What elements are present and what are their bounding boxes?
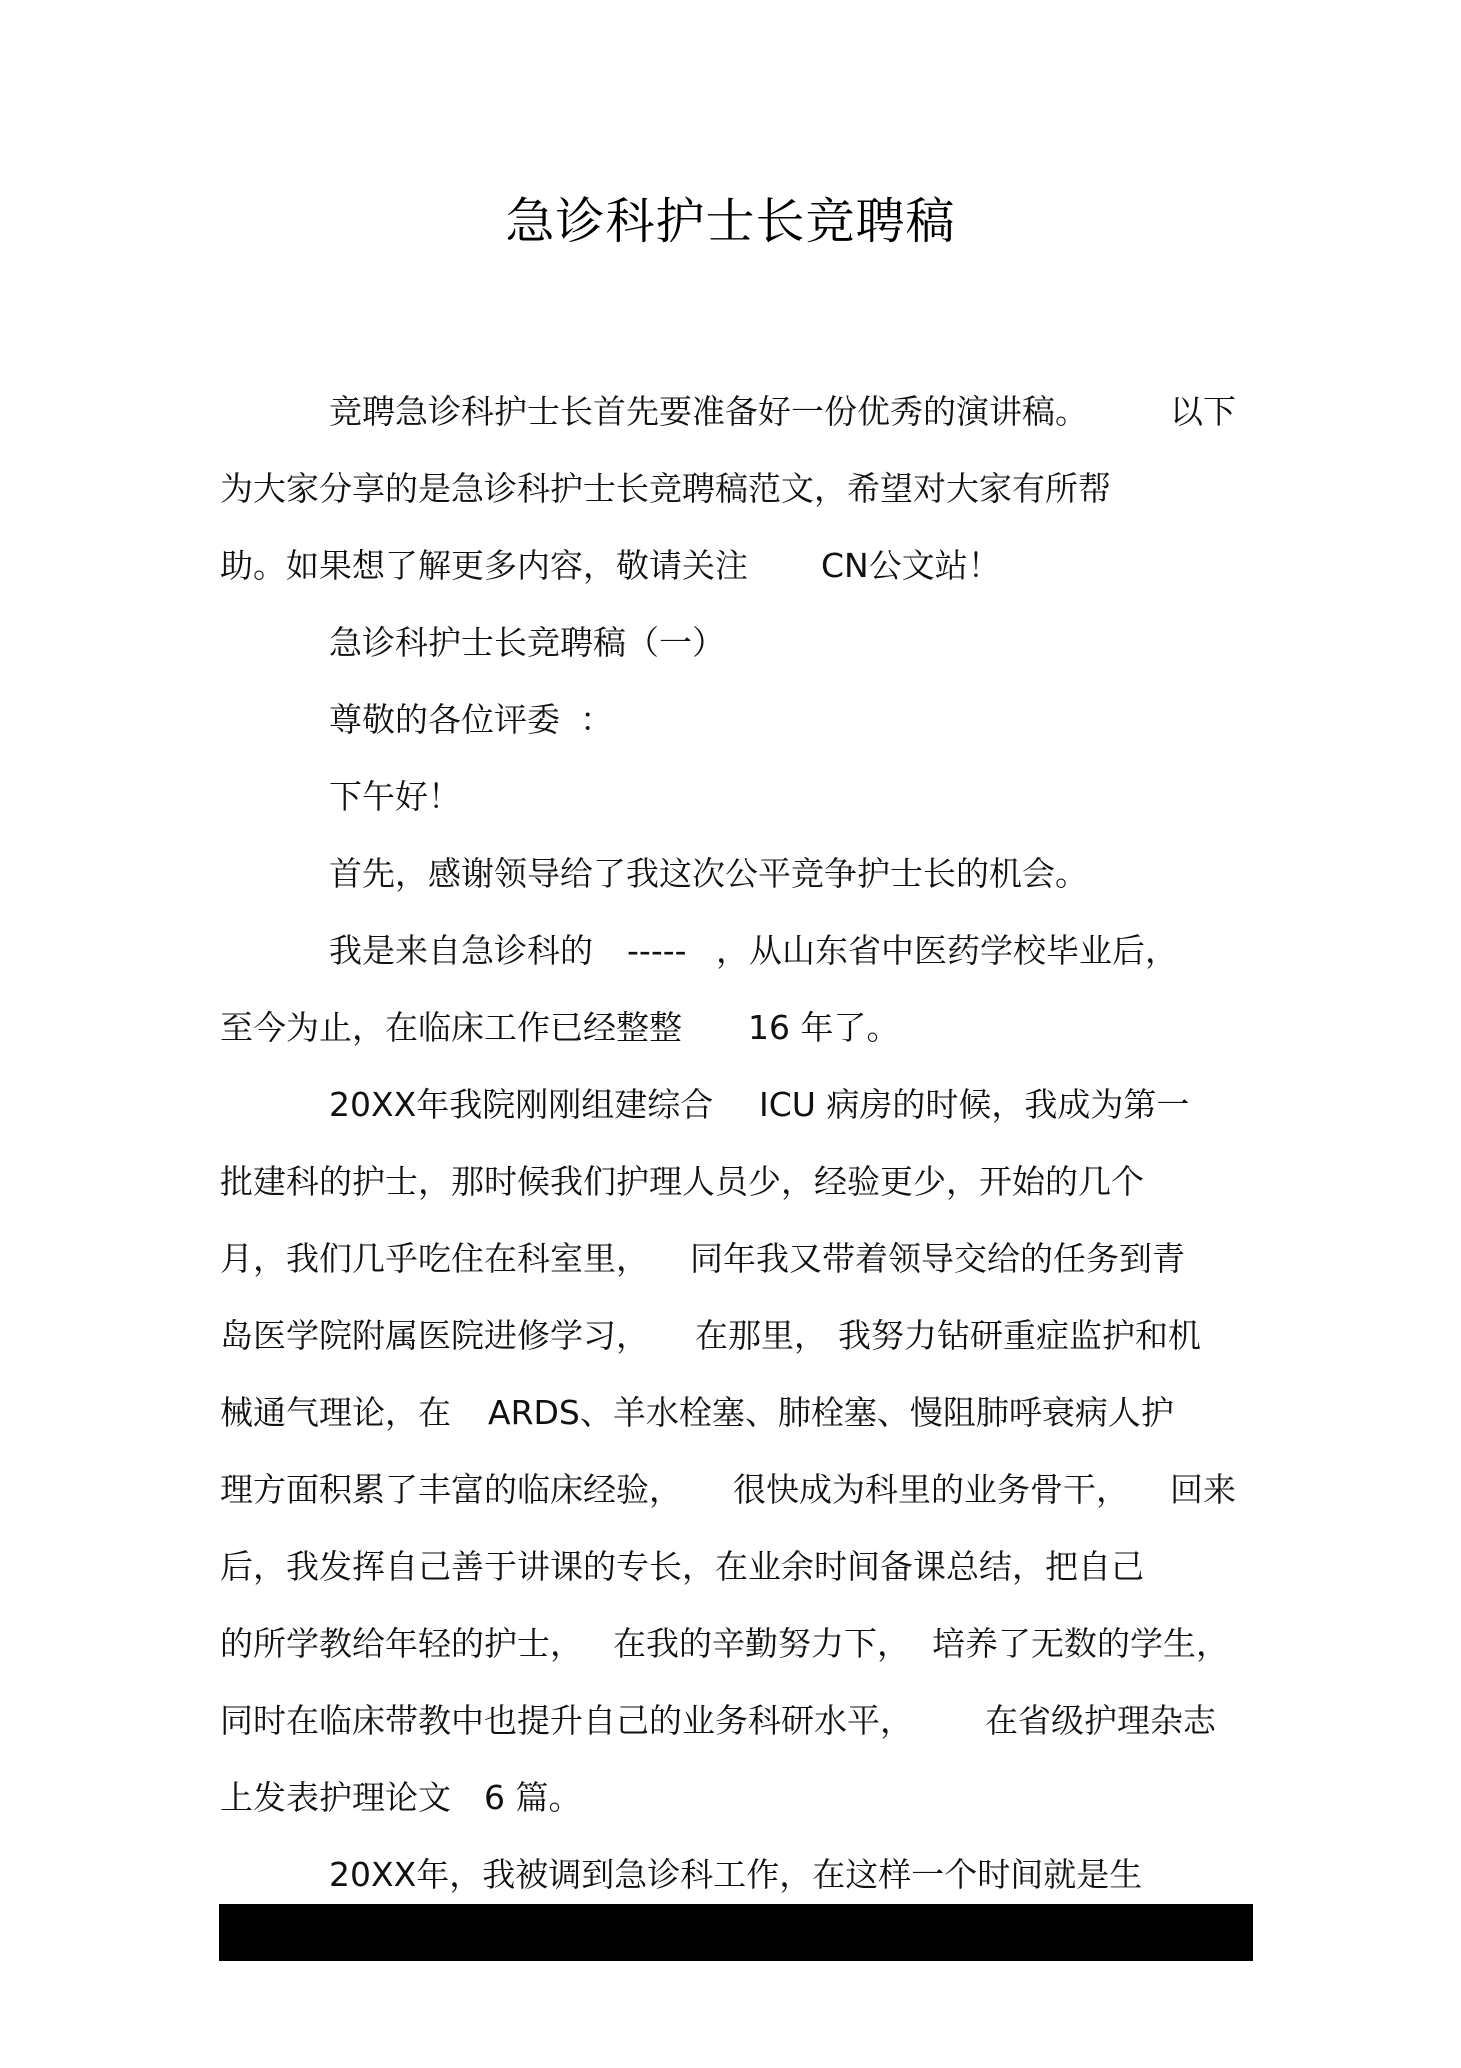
section-heading: 急诊科护士长竞聘稿 xyxy=(329,623,626,662)
paragraph-line: 上发表护理论文 6 篇。 xyxy=(220,1778,582,1817)
paragraph-line: 助。如果想了解更多内容，敬请关注 xyxy=(220,546,748,585)
paragraph-line: 在省级护理杂志 xyxy=(985,1701,1216,1740)
paragraph-line: CN公文站！ xyxy=(821,546,1001,585)
paragraph-line: 很快成为科里的业务骨干， xyxy=(733,1470,1129,1509)
paragraph-line: 为大家分享的是急诊科护士长竞聘稿范文，希望对大家有所帮 xyxy=(220,469,1111,508)
paragraph-line: 岛医学院附属医院进修学习， xyxy=(220,1316,649,1355)
paragraph-line: 培养了无数的学生， xyxy=(932,1624,1229,1663)
paragraph-line: ，从山东省中医药学校毕业后， xyxy=(716,931,1178,970)
paragraph-line: 16 年了。 xyxy=(748,1008,900,1047)
paragraph-line: 我是来自急诊科的 xyxy=(329,931,593,970)
section-heading-number: （一） xyxy=(626,623,725,662)
paragraph-line: 批建科的护士，那时候我们护理人员少，经验更少，开始的几个 xyxy=(220,1162,1144,1201)
paragraph-line: 理方面积累了丰富的临床经验， xyxy=(220,1470,682,1509)
paragraph-line: 同年我又带着领导交给的任务到青 xyxy=(690,1239,1185,1278)
paragraph-line: 20XX年我院刚刚组建综合 xyxy=(329,1085,714,1124)
paragraph-line: 竞聘急诊科护士长首先要准备好一份优秀的演讲稿。 xyxy=(329,392,1088,431)
paragraph-line: ARDS、羊水栓塞、肺栓塞、慢阻肺呼衰病人护 xyxy=(488,1393,1174,1432)
paragraph-line: 我努力钻研重症监护和机 xyxy=(838,1316,1201,1355)
paragraph-line: 回来 xyxy=(1170,1470,1236,1509)
paragraph-line: 在那里， xyxy=(695,1316,827,1355)
document-title: 急诊科护士长竞聘稿 xyxy=(505,193,956,250)
redaction-bar xyxy=(219,1904,1253,1961)
salutation-colon: ： xyxy=(580,700,613,739)
paragraph-line: 在我的辛勤努力下， xyxy=(613,1624,910,1663)
paragraph-line: 至今为止，在临床工作已经整整 xyxy=(220,1008,682,1047)
paragraph-line: 同时在临床带教中也提升自己的业务科研水平， xyxy=(220,1701,913,1740)
paragraph-line: 月，我们几乎吃住在科室里， xyxy=(220,1239,649,1278)
paragraph-line: ICU 病房的时候，我成为第一 xyxy=(759,1085,1190,1124)
paragraph-line: ----- xyxy=(627,931,687,970)
paragraph-line: 以下 xyxy=(1170,392,1236,431)
paragraph-line: 20XX年，我被调到急诊科工作，在这样一个时间就是生 xyxy=(329,1855,1143,1894)
greeting-line: 下午好！ xyxy=(329,777,461,816)
paragraph-line: 的所学教给年轻的护士， xyxy=(220,1624,583,1663)
paragraph-line: 首先，感谢领导给了我这次公平竞争护士长的机会。 xyxy=(329,854,1088,893)
salutation-line: 尊敬的各位评委 xyxy=(329,700,560,739)
paragraph-line: 械通气理论，在 xyxy=(220,1393,451,1432)
paragraph-line: 后，我发挥自己善于讲课的专长，在业余时间备课总结，把自己 xyxy=(220,1547,1144,1586)
